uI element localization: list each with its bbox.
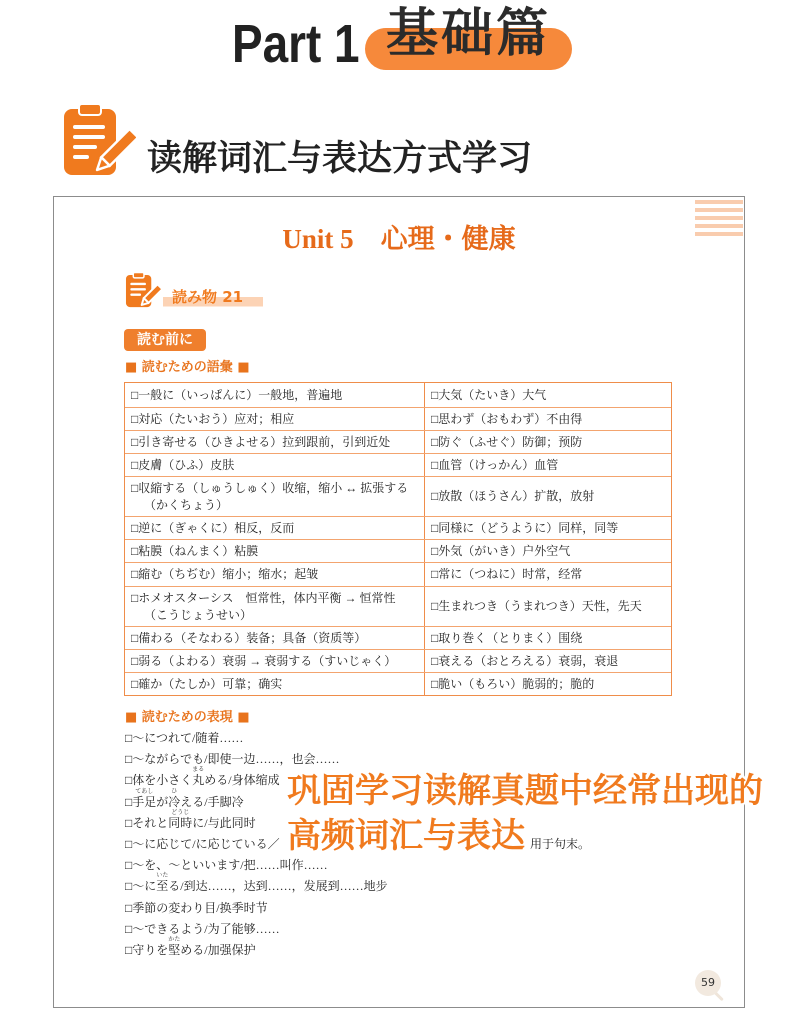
vocab-cell-left	[125, 383, 425, 407]
part-name: 基础篇	[385, 4, 551, 64]
vocab-row	[125, 407, 671, 430]
vocab-entry: □常に（つねに）时常，经常	[431, 567, 583, 581]
ruby-group	[132, 788, 157, 809]
ruby-annotation: いた	[156, 873, 169, 880]
vocab-row	[125, 626, 671, 649]
ruby-group	[192, 767, 205, 788]
expression-text: □	[125, 794, 133, 809]
vocab-entry: □引き寄せる（ひきよせる）拉到跟前，引到近处	[131, 434, 391, 449]
notepad-pencil-icon	[125, 272, 161, 311]
expression-item	[125, 936, 735, 961]
vocab-entry: □弱る（よわる）衰弱 → 衰弱する（すいじゃく）	[131, 653, 397, 668]
vocab-row	[125, 453, 671, 476]
expressions-heading: ■ 読むための表現 ■	[125, 710, 250, 725]
vocab-cell-right	[425, 517, 671, 539]
expression-text: える/手脚冷	[180, 794, 244, 809]
vocab-entry: □放散（ほうさん）扩散，放射	[431, 489, 595, 503]
vocab-cell-left	[125, 477, 425, 516]
ruby-annotation: かた	[168, 936, 181, 943]
ruby-group	[156, 873, 169, 894]
vocab-cell-left	[125, 431, 425, 453]
overlay-caption	[287, 769, 763, 859]
overlay-line-1: 巩固学习读解真题中经常出现的	[287, 771, 763, 811]
vocab-entry: □取り巻く（とりまく）围绕	[431, 630, 583, 645]
expression-text: □季節の変わり目/换季时节	[125, 900, 268, 915]
expression-text: に/与此同时	[192, 815, 256, 830]
vocab-entry: □防ぐ（ふせぐ）防御；预防	[431, 434, 583, 449]
vocab-cell-left	[125, 627, 425, 649]
expression-text: □守りを	[125, 942, 169, 957]
vocab-entry: □外気（がいき）户外空气	[431, 543, 571, 558]
vocab-entry: □同様に（どうように）同样，同等	[431, 520, 619, 535]
vocab-cell-right	[425, 650, 671, 672]
overlay-line-2: 高频词汇与表达	[287, 816, 525, 856]
vocab-entry: □大気（たいき）大气	[431, 387, 547, 402]
vocab-entry: □収縮する（しゅうしゅく）收缩，缩小 ↔ 拡張する（かくちょう）	[131, 480, 409, 512]
vocab-cell-right	[425, 454, 671, 476]
expression-text: □～ながらでも/即使一边……，也会……	[125, 752, 340, 767]
vocab-entry: □脆い（もろい）脆弱的；脆的	[431, 676, 595, 691]
vocab-cell-right	[425, 540, 671, 562]
vocab-heading: ■ 読むための語彙 ■	[125, 360, 250, 375]
expression-text: める/身体缩成	[204, 773, 280, 788]
stripe	[695, 200, 743, 204]
vocab-entry: □皮膚（ひふ）皮肤	[131, 457, 235, 472]
section-title: 读解词汇与表达方式学习	[147, 139, 533, 179]
vocab-cell-right	[425, 408, 671, 430]
expression-text: る/到达……，达到……，发展到……地步	[168, 879, 388, 894]
ruby-group	[168, 809, 193, 830]
vocab-row	[125, 430, 671, 453]
expression-text: める/加强保护	[180, 942, 256, 957]
ruby-annotation: てあし	[135, 788, 154, 795]
ruby-base: 同時	[168, 815, 193, 830]
part-label: Part 1	[232, 14, 360, 74]
vocab-entry: □一般に（いっぱんに）一般地，普遍地	[131, 387, 343, 402]
vocab-cell-right	[425, 383, 671, 407]
ruby-base: 堅	[168, 942, 181, 957]
expression-text: が	[156, 794, 169, 809]
vocab-entry: □縮む（ちぢむ）缩小；缩水；起皱	[131, 567, 319, 581]
vocab-cell-right	[425, 431, 671, 453]
vocab-row	[125, 649, 671, 672]
vocab-row	[125, 562, 671, 586]
vocab-cell-left	[125, 587, 425, 626]
vocab-cell-right	[425, 477, 671, 516]
expression-text: □～につれて/随着……	[125, 731, 244, 745]
vocab-entry: □確か（たしか）可靠；确实	[131, 676, 283, 691]
vocab-cell-left	[125, 650, 425, 672]
ruby-base: 手足	[132, 794, 157, 809]
stripe	[695, 216, 743, 220]
vocab-entry: □思わず（おもわず）不由得	[431, 411, 583, 426]
vocab-entry: □血管（けっかん）血管	[431, 457, 559, 472]
expression-item	[125, 919, 735, 940]
vocab-row	[125, 516, 671, 539]
expression-text: □体を小さく	[125, 773, 193, 788]
vocab-cell-left	[125, 517, 425, 539]
ruby-base: 丸	[192, 773, 205, 788]
ruby-annotation: まる	[192, 767, 205, 774]
vocab-entry: □生まれつき（うまれつき）天性，先天	[431, 599, 642, 613]
vocab-table	[124, 382, 672, 696]
vocab-cell-left	[125, 540, 425, 562]
expression-text: □～を、～といいます/把……叫作……	[125, 858, 328, 873]
vocab-cell-left	[125, 454, 425, 476]
vocab-entry: □ホメオスターシス 恒常性，体内平衡 → 恒常性（こうじょうせい）	[131, 590, 396, 622]
vocab-cell-right	[425, 587, 671, 626]
vocab-cell-left	[125, 408, 425, 430]
notepad-pencil-icon	[62, 103, 136, 183]
vocab-entry: □逆に（ぎゃくに）相反，反而	[131, 520, 295, 535]
vocab-entry: □対応（たいおう）应对；相应	[131, 411, 295, 426]
ruby-base: 冷	[168, 794, 181, 809]
pre-reading-badge: 読む前に	[124, 329, 206, 351]
expression-item	[125, 873, 735, 897]
expression-item	[125, 728, 735, 749]
expression-text: □～に	[125, 879, 157, 894]
ruby-annotation: ひ	[171, 788, 178, 795]
vocab-row	[125, 586, 671, 626]
expression-item	[125, 898, 735, 919]
vocab-cell-right	[425, 627, 671, 649]
vocab-cell-left	[125, 563, 425, 586]
expression-item	[125, 749, 735, 770]
vocab-row	[125, 539, 671, 562]
ruby-annotation: どうじ	[171, 809, 190, 816]
stripe	[695, 208, 743, 212]
expression-text-tail: 用于句末。	[530, 836, 591, 851]
expression-text: □～できるよう/为了能够……	[125, 921, 280, 936]
unit-title: Unit 5 心理・健康	[282, 224, 516, 254]
vocab-row	[125, 672, 671, 695]
vocab-entry: □備わる（そなわる）装备；具备（资质等）	[131, 630, 367, 645]
expression-text: □～に応じて/に応じている／	[125, 836, 280, 851]
ruby-group	[168, 788, 181, 809]
reading-label: 読み物 21	[163, 287, 263, 308]
vocab-cell-right	[425, 673, 671, 695]
ruby-group	[168, 936, 181, 957]
ruby-base: 至	[156, 879, 169, 894]
vocab-entry: □衰える（おとろえる）衰弱，衰退	[431, 653, 619, 668]
vocab-row	[125, 383, 671, 407]
vocab-row	[125, 476, 671, 516]
expression-text: □それと	[125, 815, 169, 830]
vocab-entry: □粘膜（ねんまく）粘膜	[131, 543, 259, 558]
page-number: 59	[695, 970, 721, 996]
vocab-cell-left	[125, 673, 425, 695]
vocab-cell-right	[425, 563, 671, 586]
